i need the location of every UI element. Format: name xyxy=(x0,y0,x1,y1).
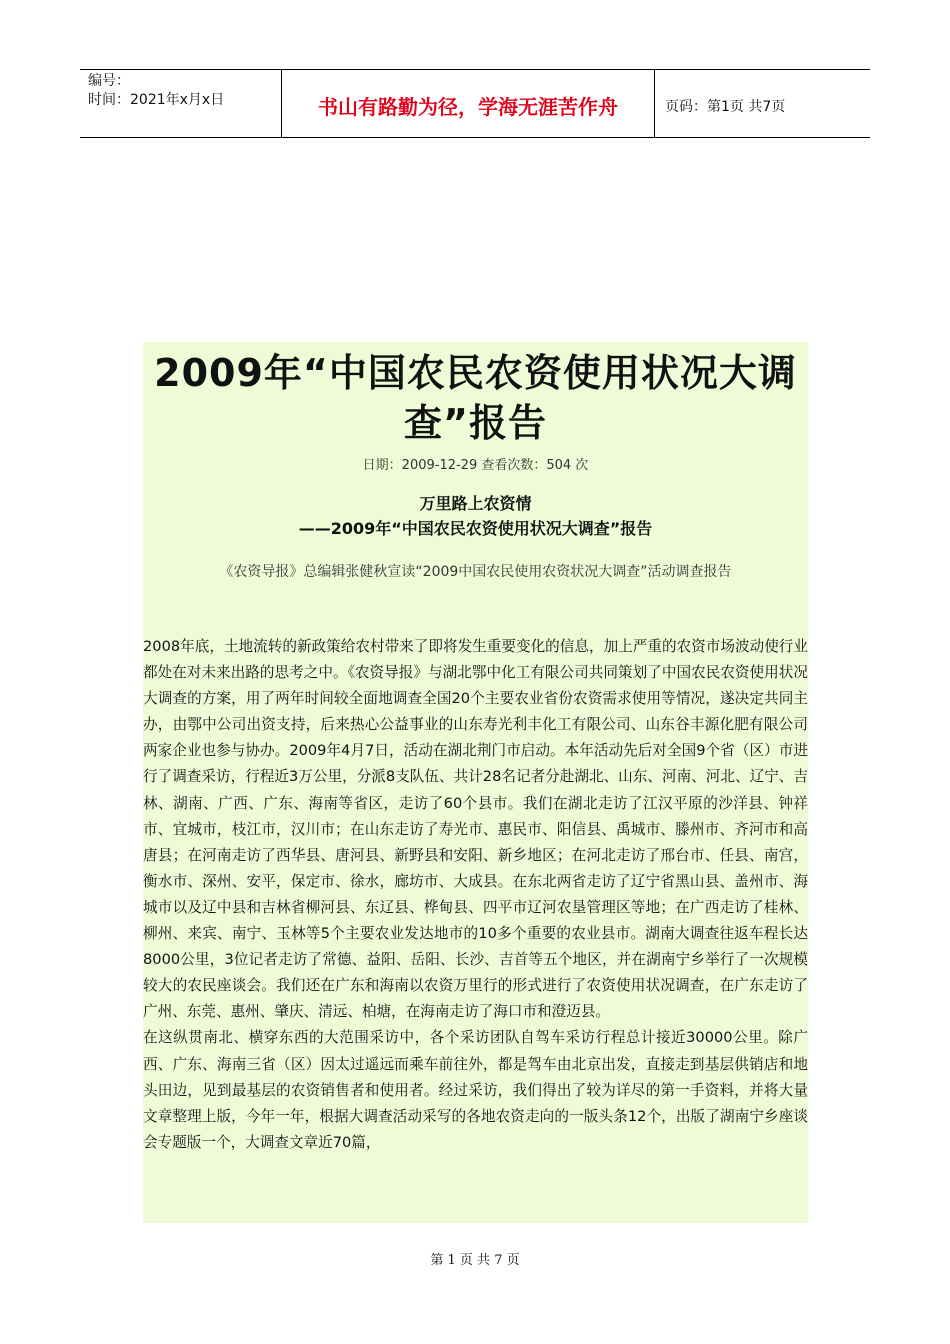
paragraph-1: 2008年底，土地流转的新政策给农村带来了即将发生重要变化的信息，加上严重的农资市场波动使行业都处在对未来出路的思考之中。《农资导报》与湖北鄂中化工有限公司共同策划了中国农民农资使用状况大调查的方案，用了两年时间较全面地调查全国20个主要农业省份农资需求使用等情况，遂决定共同主办，由鄂中公司出资支持，后来热心公益事业的山东寿光利丰化工有限公司、山东谷丰源化肥有限公司两家企业也参与协办。2009年4月7日，活动在湖北荆门市启动。本年活动先后对全国9个省（区）市进行了调查采访，行程近3万公里，分派8支队伍、共计28名记者分赴湖北、山东、河南、河北、辽宁、吉林、湖南、广西、广东、海南等省区，走访了60个县市。我们在湖北走访了江汉平原的沙洋县、钟祥市、宜城市，枝江市，汉川市；在山东走访了寿光市、惠民市、阳信县、禹城市、滕州市、齐河市和高唐县；在河南走访了西华县、唐河县、新野县和安阳、新乡地区；在河北走访了邢台市、任县、南宫，衡水市、深州、安平，保定市、徐水，廊坊市、大成县。在东北两省走访了辽宁省黑山县、盖州市、海城市以及辽中县和吉林省柳河县、东辽县、桦甸县、四平市辽河农垦管理区等地；在广西走访了桂林、柳州、来宾、南宁、玉林等5个主要农业发达地市的10多个重要的农业县市。湖南大调查往返车程长达8000公里，3位记者走访了常德、益阳、岳阳、长沙、吉首等五个地区，并在湖南宁乡举行了一次规模较大的农民座谈会。我们还在广东和海南以农资万里行的形式进行了农资使用状况调查，在广东走访了广州、东莞、惠州、肇庆、清远、柏塘，在海南走访了海口市和澄迈县。 xyxy=(143,638,808,1021)
header-meta-cell xyxy=(80,70,281,137)
time-label: 时间：2021年x月x日 xyxy=(88,92,225,108)
article-intro: 《农资导报》总编辑张健秋宣读“2009中国农民使用农资状况大调查”活动调查报告 xyxy=(219,564,732,580)
header-motto-cell xyxy=(281,70,655,137)
article-content xyxy=(143,342,808,1223)
subtitle-line-2: ——2009年“中国农民农资使用状况大调查”报告 xyxy=(298,519,653,538)
header-table xyxy=(80,69,870,138)
page-label: 页码：第1页 共7页 xyxy=(665,98,786,115)
subtitle-line-1: 万里路上农资情 xyxy=(419,494,532,513)
page-footer: 第 1 页 共 7 页 xyxy=(430,1253,520,1268)
article-title: 2009年“中国农民农资使用状况大调查”报告 xyxy=(154,351,797,445)
article-subtitle xyxy=(143,491,808,541)
motto-text: 书山有路勤为径，学海无涯苦作舟 xyxy=(318,95,618,119)
serial-label: 编号： xyxy=(88,73,130,89)
paragraph-2: 在这纵贯南北、横穿东西的大范围采访中，各个采访团队自驾车采访行程总计接近30000公里。除广西、广东、海南三省（区）因太过遥远而乘车前往外，都是驾车由北京出发，直接走到基层供销店和地头田边，见到最基层的农资销售者和使用者。经过采访，我们得出了较为详尽的第一手资料，并将大量文章整理上版，今年一年，根据大调查活动采写的各地农资走向的一版头条12个，出版了湖南宁乡座谈会专题版一个，大调查文章近70篇， xyxy=(143,1029,808,1151)
article-body xyxy=(143,634,808,1156)
header-page-cell xyxy=(655,70,870,137)
article-date-line: 日期：2009-12-29 查看次数：504 次 xyxy=(362,458,589,473)
